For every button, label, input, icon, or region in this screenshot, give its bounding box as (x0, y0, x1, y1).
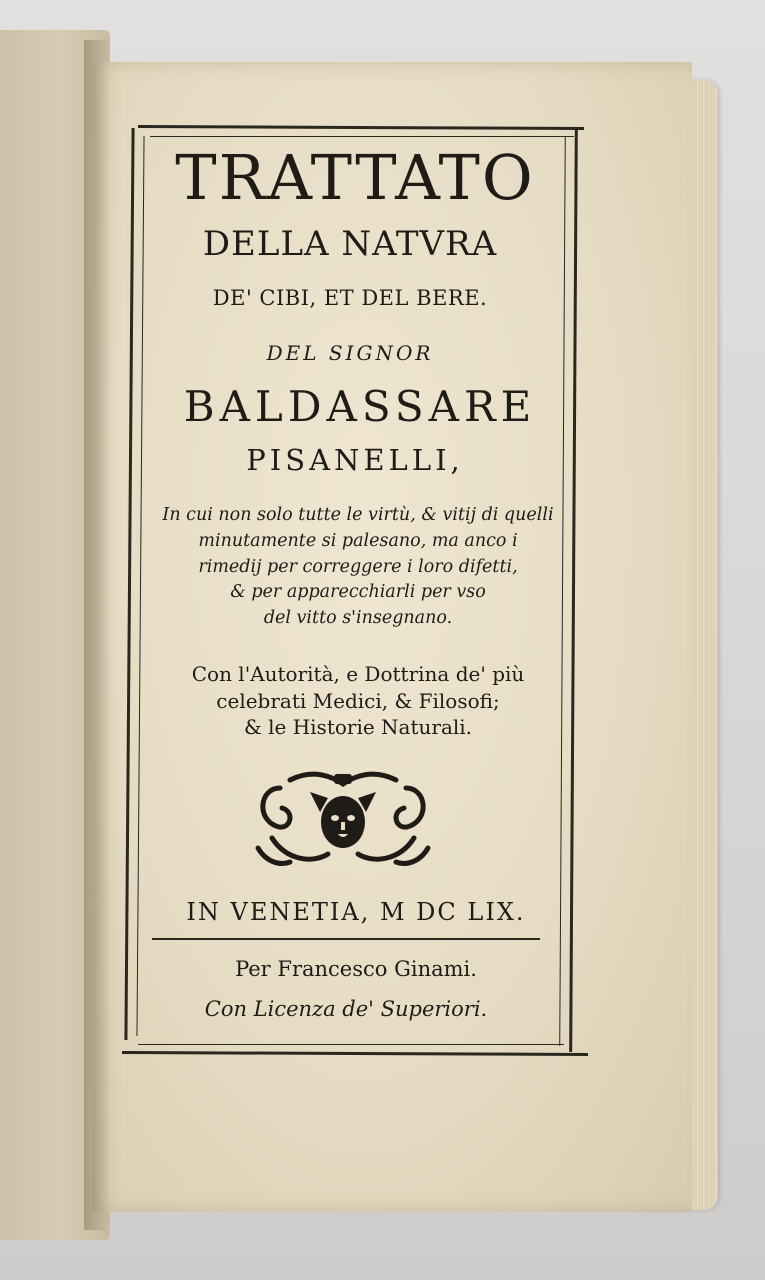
description-line: rimedij per correggere i loro difetti, (198, 557, 518, 577)
description-line: In cui non solo tutte le virtù, & vitij di quelli (162, 505, 554, 525)
description-line: del vitto s'insegnano. (263, 608, 453, 628)
description-line: & per apparecchiarli per vso (230, 582, 486, 602)
printer-name: Per Francesco Ginami. (235, 957, 477, 981)
printer-ornament-icon (250, 768, 436, 868)
gutter-shadow (84, 40, 110, 1230)
authority-line: celebrati Medici, & Filosofi; (216, 689, 500, 713)
license-line: Con Licenza de' Superiori. (204, 997, 488, 1021)
description-line: minutamente si palesano, ma anco i (198, 531, 518, 551)
book-title: TRATTATO (175, 141, 535, 214)
imprint-separator-rule (152, 938, 540, 940)
book-subtitle: DELLA NATVRA (202, 224, 498, 264)
book-subsubtitle: DE' CIBI, ET DEL BERE. (212, 286, 488, 310)
frame-inner-rule-bottom (138, 1044, 564, 1045)
imprint-place-date: IN VENETIA, M DC LIX. (186, 898, 526, 926)
authority-line: & le Historie Naturali. (243, 715, 473, 739)
frame-inner-rule-top (150, 136, 574, 137)
authority-line: Con l'Autorità, e Dottrina de' più (191, 662, 525, 686)
author-last-name: PISANELLI, (246, 443, 464, 477)
author-first-name: BALDASSARE (183, 382, 537, 431)
byline: DEL SIGNOR (266, 341, 434, 365)
